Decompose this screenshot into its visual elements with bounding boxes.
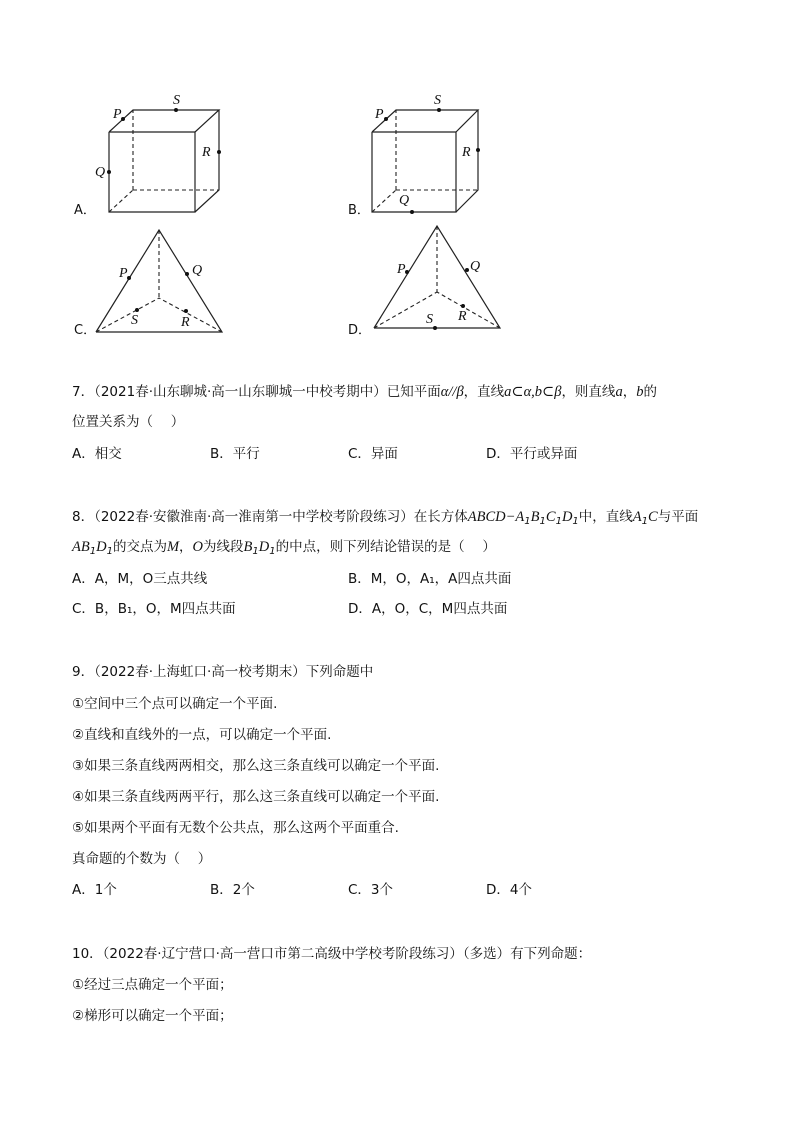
- figure-d-point-r: R: [458, 309, 467, 324]
- figure-c-label: C．: [74, 323, 97, 338]
- q9-option-c[interactable]: C．3个: [348, 882, 394, 898]
- q7-option-a[interactable]: A．相交: [72, 446, 122, 462]
- figure-d-point-p: P: [397, 262, 406, 277]
- q8-option-d[interactable]: D．A，O，C，M四点共面: [348, 601, 508, 617]
- figure-c-tetrahedron: [85, 222, 245, 342]
- q9-item-2: ②直线和直线外的一点，可以确定一个平面.: [72, 727, 332, 743]
- q8-option-a[interactable]: A．A，M，O三点共线: [72, 571, 208, 587]
- figure-b-point-q: Q: [399, 193, 410, 208]
- q9-option-b[interactable]: B．2个: [210, 882, 255, 898]
- q8-stem-line2: $AB_1D_1$的交点为M，O为线段$B_1D_1$的中点，则下列结论错误的是（ ）: [72, 539, 496, 557]
- q9-option-d[interactable]: D．4个: [486, 882, 532, 898]
- figure-a-point-q: Q: [95, 165, 106, 180]
- figure-b-point-p: P: [375, 107, 384, 122]
- figure-a-point-p: P: [113, 107, 122, 122]
- q9-title: 9．（2022春·上海虹口·高一校考期末）下列命题中: [72, 664, 374, 680]
- q8-stem: 8．（2022春·安徽淮南·高一淮南第一中学校考阶段练习）在长方体$ABCD-A_1B_1C_1D_1$中，直线$A_1C$与平面: [72, 509, 699, 527]
- figure-b-label: B．: [348, 203, 370, 218]
- q7-option-d[interactable]: D．平行或异面: [486, 446, 578, 462]
- figure-a-point-r: R: [202, 145, 211, 160]
- figure-c-point-p: P: [119, 266, 128, 281]
- figure-d-point-q: Q: [470, 259, 481, 274]
- figure-d-tetrahedron: [364, 220, 524, 340]
- q7-stem-line2: 位置关系为（ ）: [72, 414, 185, 430]
- figure-a-point-s: S: [173, 93, 180, 108]
- q8-option-c[interactable]: C．B，B₁，O，M四点共面: [72, 601, 236, 617]
- figure-b-point-r: R: [462, 145, 471, 160]
- figure-d-label: D．: [348, 323, 372, 338]
- q7-option-c[interactable]: C．异面: [348, 446, 398, 462]
- q7-option-b[interactable]: B．平行: [210, 446, 260, 462]
- q9-item-3: ③如果三条直线两两相交，那么这三条直线可以确定一个平面.: [72, 758, 440, 774]
- figure-c-point-s: S: [131, 313, 138, 328]
- q9-item-4: ④如果三条直线两两平行，那么这三条直线可以确定一个平面.: [72, 789, 440, 805]
- q9-question: 真命题的个数为（ ）: [72, 851, 212, 867]
- q10-item-2: ②梯形可以确定一个平面；: [72, 1008, 233, 1024]
- q10-title: 10．（2022春·辽宁营口·高一营口市第二高级中学校考阶段练习）（多选）有下列命题：: [72, 946, 592, 962]
- figure-c-point-r: R: [181, 315, 190, 330]
- figure-d-point-s: S: [426, 312, 433, 327]
- figure-a-cube: [85, 90, 245, 220]
- q8-option-b[interactable]: B．M，O，A₁，A四点共面: [348, 571, 512, 587]
- figure-b-point-s: S: [434, 93, 441, 108]
- q9-option-a[interactable]: A．1个: [72, 882, 117, 898]
- figure-a-label: A．: [74, 203, 96, 218]
- q9-item-1: ①空间中三个点可以确定一个平面.: [72, 696, 278, 712]
- figure-c-point-q: Q: [192, 263, 203, 278]
- q9-item-5: ⑤如果两个平面有无数个公共点，那么这两个平面重合.: [72, 820, 399, 836]
- q7-stem: 7．（2021春·山东聊城·高一山东聊城一中校考期中）已知平面α//β，直线a⊂α,b⊂β，则直线a，b的: [72, 384, 657, 400]
- q10-item-1: ①经过三点确定一个平面；: [72, 977, 233, 993]
- figure-b-cube: [350, 90, 510, 220]
